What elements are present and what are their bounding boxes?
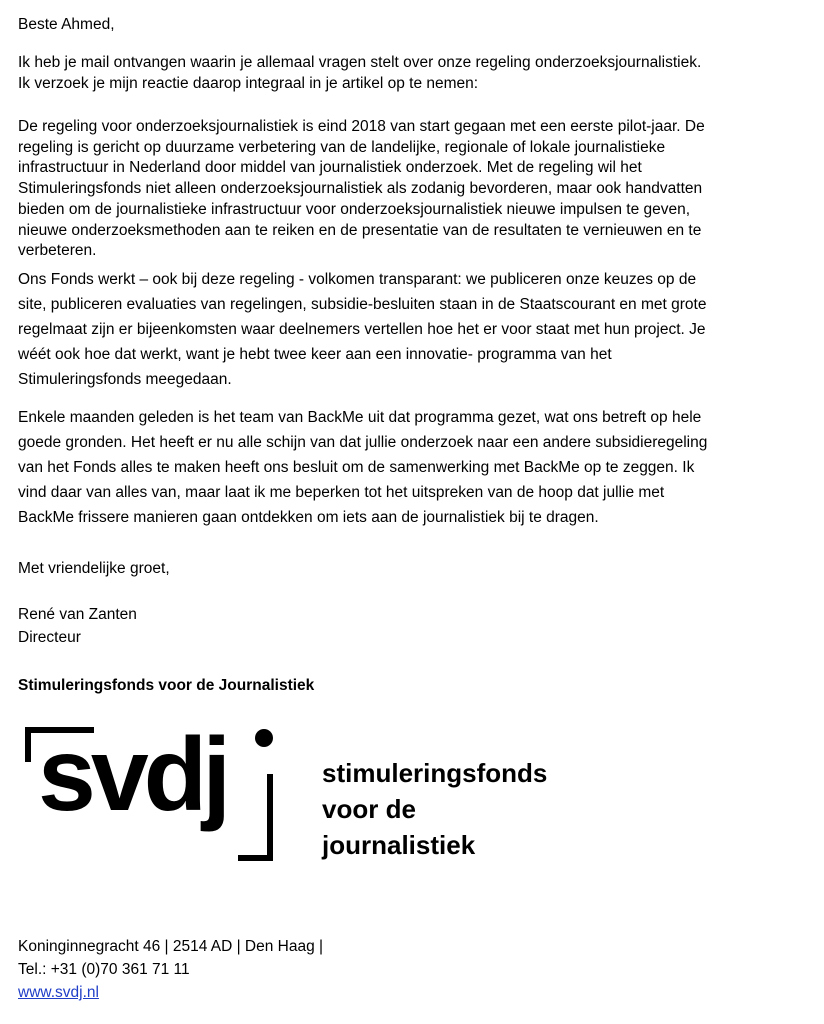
text-line: vind daar van alles van, maar laat ik me beperken tot het uitspreken van de hoop dat jullie met	[18, 484, 665, 501]
text-line: van het Fonds alles te maken heeft ons besluit om de samenwerking met BackMe op te zeggen. Ik	[18, 459, 695, 476]
footer-address: Koninginnegracht 46 | 2514 AD | Den Haag |	[18, 938, 324, 955]
greeting: Beste Ahmed,	[18, 16, 115, 33]
logo-tagline-line-3: journalistiek	[322, 830, 476, 860]
text-line: wéét ook hoe dat werkt, want je hebt twee keer aan een innovatie- programma van het	[18, 346, 612, 363]
logo-tagline-line-2: voor de	[322, 794, 416, 824]
text-line: nieuwe onderzoeksmethoden aan te reiken en de presentatie van de resultaten te vernieuwen en te	[18, 221, 702, 239]
text-line: verbeteren.	[18, 242, 97, 260]
signature-name: René van Zanten	[18, 606, 137, 623]
website-link[interactable]: www.svdj.nl	[18, 984, 99, 1001]
paragraph-transparency	[18, 267, 706, 392]
text-line: regeling is gericht op duurzame verbetering van de landelijke, regionale of lokale journalistieke	[18, 138, 666, 156]
logo-tagline-line-1: stimuleringsfonds	[322, 758, 548, 788]
paragraph-backme	[18, 405, 707, 530]
text-line: BackMe frissere manieren gaan ontdekken om iets aan de journalistiek bij te dragen.	[18, 509, 599, 526]
logo-bracket-bottom	[238, 774, 270, 858]
svdj-logo	[24, 726, 564, 866]
organization-name: Stimuleringsfonds voor de Journalistiek	[18, 677, 315, 694]
logo-wordmark: svdj	[38, 726, 227, 833]
text-line: Ons Fonds werkt – ook bij deze regeling - volkomen transparant: we publiceren onze keuzes op de	[18, 271, 697, 288]
logo-j-dot	[255, 729, 273, 747]
text-line: goede gronden. Het heeft er nu alle schijn van dat jullie onderzoek naar een andere subsidieregeling	[18, 434, 708, 451]
text-line: De regeling voor onderzoeksjournalistiek is eind 2018 van start gegaan met een eerste pilot-jaar. De	[18, 118, 705, 135]
closing: Met vriendelijke groet,	[18, 560, 170, 577]
text-line: site, publiceren evaluaties van regelingen, subsidie-besluiten staan in de Staatscourant en met grote	[18, 296, 707, 313]
paragraph-intro	[18, 53, 701, 94]
text-line: Stimuleringsfonds meegedaan.	[18, 371, 232, 388]
text-line: Enkele maanden geleden is het team van BackMe uit dat programma gezet, wat ons betreft op hele	[18, 409, 702, 426]
signature-title: Directeur	[18, 629, 81, 646]
text-line: Stimuleringsfonds niet alleen onderzoeksjournalistiek als zodanig bevorderen, maar ook handvatten	[18, 180, 703, 198]
footer-phone: Tel.: +31 (0)70 361 71 11	[18, 961, 190, 978]
text-line: regelmaat zijn er bijeenkomsten waar deelnemers vertellen hoe het er voor staat met hun project. Je	[18, 321, 706, 338]
text-line: Ik heb je mail ontvangen waarin je allemaal vragen stelt over onze regeling onderzoeksjournalistiek.	[18, 54, 702, 71]
text-line: bieden om de journalistieke infrastructuur voor onderzoeksjournalistiek nieuwe impulsen te geven,	[18, 200, 691, 218]
text-line: infrastructuur in Nederland door middel van journalistiek onderzoek. Met de regeling wil het	[18, 159, 642, 177]
letter-page	[18, 0, 808, 1024]
text-line: Ik verzoek je mijn reactie daarop integraal in je artikel op te nemen:	[18, 74, 479, 92]
paragraph-regeling	[18, 117, 705, 262]
